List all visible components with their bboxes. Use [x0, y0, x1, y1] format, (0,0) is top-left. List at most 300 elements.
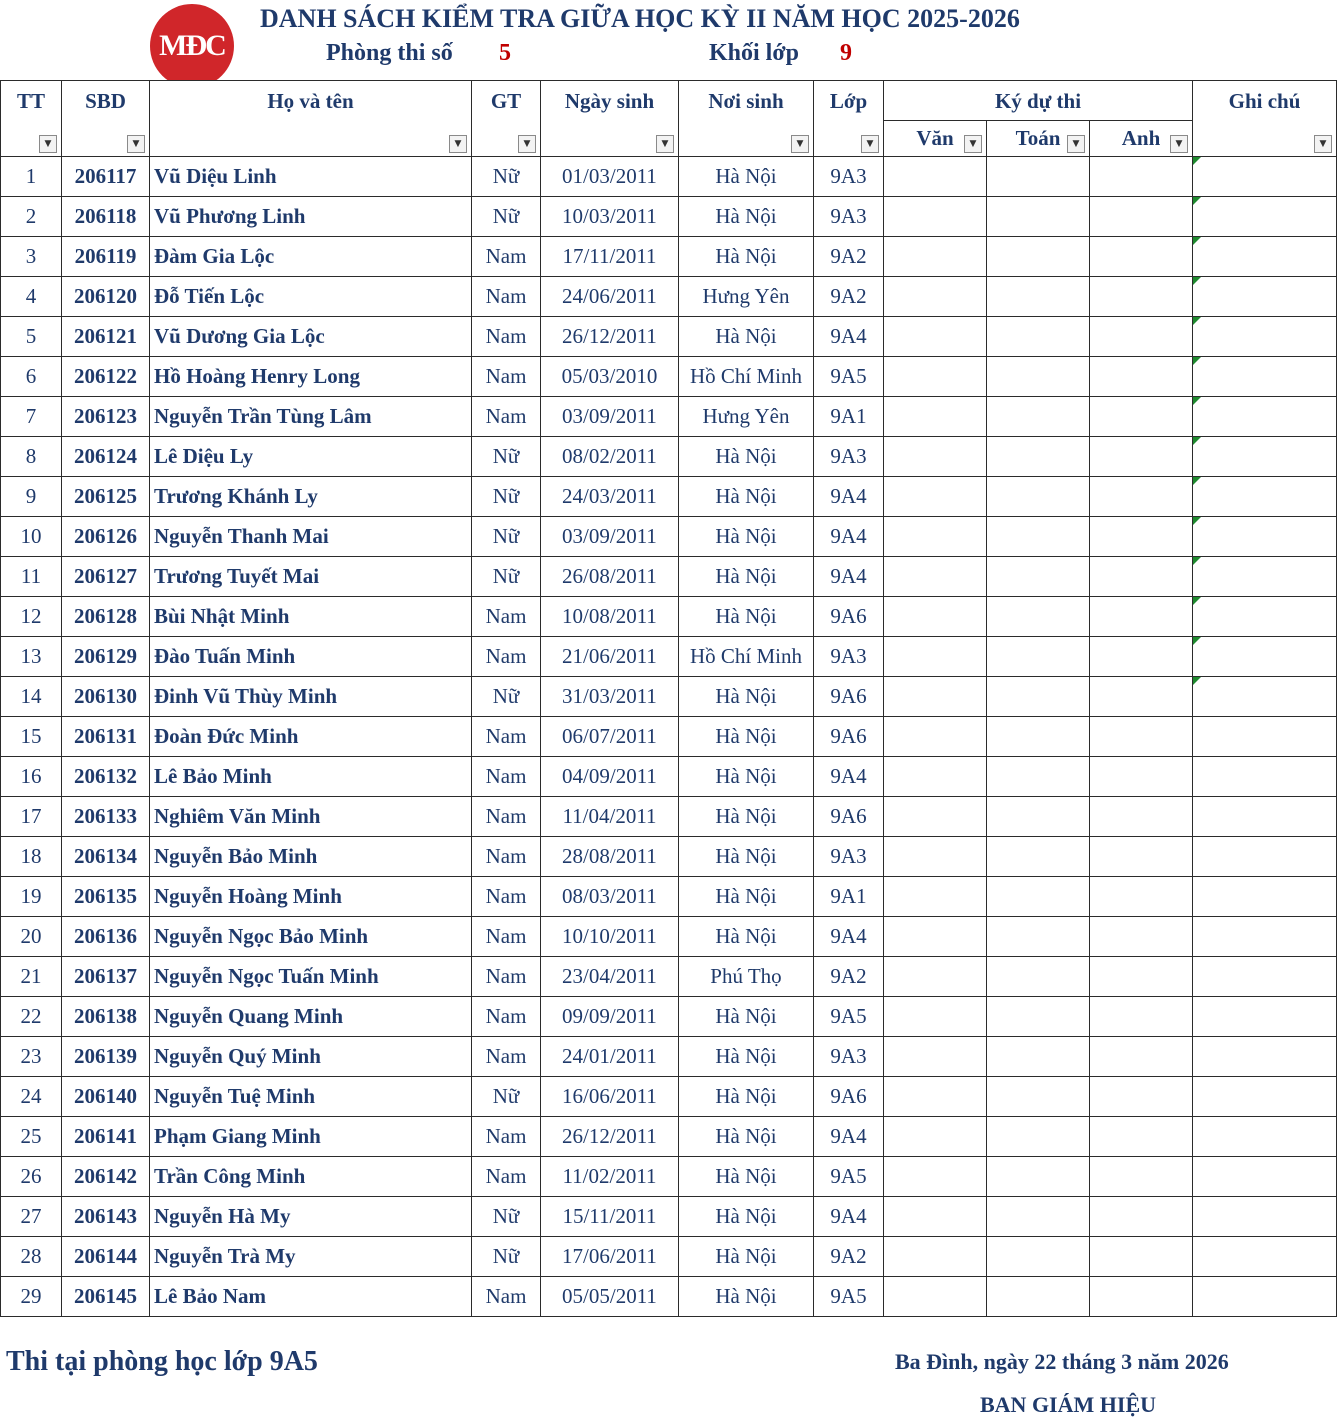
cell-birthplace[interactable]: Hà Nội — [679, 1077, 814, 1117]
cell-sign-toan[interactable] — [987, 557, 1090, 597]
cell-gender[interactable]: Nữ — [472, 1197, 541, 1237]
cell-class[interactable]: 9A4 — [814, 1117, 884, 1157]
cell-sign-toan[interactable] — [987, 597, 1090, 637]
cell-gender[interactable]: Nam — [472, 637, 541, 677]
cell-class[interactable]: 9A5 — [814, 357, 884, 397]
cell-name[interactable]: Lê Bảo Nam — [150, 1277, 472, 1317]
cell-note[interactable] — [1193, 997, 1337, 1037]
cell-sign-anh[interactable] — [1090, 1197, 1193, 1237]
dropdown-arrow-icon[interactable]: ▼ — [518, 135, 536, 153]
cell-sbd[interactable]: 206131 — [62, 717, 150, 757]
cell-sbd[interactable]: 206129 — [62, 637, 150, 677]
cell-tt[interactable]: 7 — [1, 397, 62, 437]
cell-class[interactable]: 9A4 — [814, 757, 884, 797]
cell-tt[interactable]: 14 — [1, 677, 62, 717]
cell-class[interactable]: 9A4 — [814, 1197, 884, 1237]
cell-birthplace[interactable]: Hà Nội — [679, 437, 814, 477]
cell-tt[interactable]: 10 — [1, 517, 62, 557]
cell-sbd[interactable]: 206127 — [62, 557, 150, 597]
cell-name[interactable]: Lê Diệu Ly — [150, 437, 472, 477]
cell-gender[interactable]: Nam — [472, 1037, 541, 1077]
cell-tt[interactable]: 23 — [1, 1037, 62, 1077]
cell-sign-anh[interactable] — [1090, 1237, 1193, 1277]
cell-gender[interactable]: Nữ — [472, 157, 541, 197]
cell-name[interactable]: Trương Khánh Ly — [150, 477, 472, 517]
cell-sign-van[interactable] — [884, 877, 987, 917]
cell-class[interactable]: 9A4 — [814, 557, 884, 597]
header-dob[interactable]: Ngày sinh ▼ — [541, 81, 679, 157]
cell-name[interactable]: Nguyễn Ngọc Bảo Minh — [150, 917, 472, 957]
cell-dob[interactable]: 16/06/2011 — [541, 1077, 679, 1117]
cell-sign-anh[interactable] — [1090, 917, 1193, 957]
cell-sign-toan[interactable] — [987, 437, 1090, 477]
header-anh[interactable]: Anh ▼ — [1090, 121, 1193, 157]
cell-name[interactable]: Nguyễn Quý Minh — [150, 1037, 472, 1077]
cell-gender[interactable]: Nữ — [472, 517, 541, 557]
cell-birthplace[interactable]: Hồ Chí Minh — [679, 357, 814, 397]
cell-note[interactable] — [1193, 1237, 1337, 1277]
cell-class[interactable]: 9A3 — [814, 437, 884, 477]
cell-class[interactable]: 9A6 — [814, 797, 884, 837]
cell-name[interactable]: Nguyễn Hoàng Minh — [150, 877, 472, 917]
cell-name[interactable]: Trần Công Minh — [150, 1157, 472, 1197]
cell-class[interactable]: 9A4 — [814, 917, 884, 957]
cell-sign-anh[interactable] — [1090, 1077, 1193, 1117]
cell-tt[interactable]: 29 — [1, 1277, 62, 1317]
cell-dob[interactable]: 08/03/2011 — [541, 877, 679, 917]
cell-dob[interactable]: 03/09/2011 — [541, 397, 679, 437]
cell-birthplace[interactable]: Hà Nội — [679, 477, 814, 517]
cell-note[interactable] — [1193, 397, 1337, 437]
cell-sign-toan[interactable] — [987, 997, 1090, 1037]
cell-sign-anh[interactable] — [1090, 997, 1193, 1037]
cell-sign-toan[interactable] — [987, 1117, 1090, 1157]
cell-tt[interactable]: 13 — [1, 637, 62, 677]
cell-sign-toan[interactable] — [987, 757, 1090, 797]
cell-class[interactable]: 9A5 — [814, 1157, 884, 1197]
cell-note[interactable] — [1193, 757, 1337, 797]
cell-sign-anh[interactable] — [1090, 757, 1193, 797]
cell-name[interactable]: Nguyễn Ngọc Tuấn Minh — [150, 957, 472, 997]
cell-birthplace[interactable]: Hà Nội — [679, 237, 814, 277]
cell-sign-anh[interactable] — [1090, 1277, 1193, 1317]
cell-sign-van[interactable] — [884, 237, 987, 277]
cell-class[interactable]: 9A3 — [814, 1037, 884, 1077]
cell-sign-toan[interactable] — [987, 1277, 1090, 1317]
cell-class[interactable]: 9A3 — [814, 157, 884, 197]
header-birthplace[interactable]: Nơi sinh ▼ — [679, 81, 814, 157]
cell-note[interactable] — [1193, 357, 1337, 397]
cell-class[interactable]: 9A5 — [814, 997, 884, 1037]
dropdown-arrow-icon[interactable]: ▼ — [964, 135, 982, 153]
cell-sign-toan[interactable] — [987, 1077, 1090, 1117]
cell-class[interactable]: 9A6 — [814, 677, 884, 717]
cell-tt[interactable]: 9 — [1, 477, 62, 517]
cell-note[interactable] — [1193, 477, 1337, 517]
cell-sbd[interactable]: 206124 — [62, 437, 150, 477]
cell-sbd[interactable]: 206118 — [62, 197, 150, 237]
cell-tt[interactable]: 16 — [1, 757, 62, 797]
cell-dob[interactable]: 26/12/2011 — [541, 317, 679, 357]
cell-birthplace[interactable]: Hà Nội — [679, 757, 814, 797]
cell-sign-anh[interactable] — [1090, 157, 1193, 197]
cell-sign-van[interactable] — [884, 477, 987, 517]
dropdown-arrow-icon[interactable]: ▼ — [656, 135, 674, 153]
cell-sign-anh[interactable] — [1090, 1117, 1193, 1157]
cell-birthplace[interactable]: Hưng Yên — [679, 397, 814, 437]
cell-dob[interactable]: 10/10/2011 — [541, 917, 679, 957]
cell-sign-van[interactable] — [884, 397, 987, 437]
cell-sbd[interactable]: 206140 — [62, 1077, 150, 1117]
dropdown-arrow-icon[interactable]: ▼ — [1170, 135, 1188, 153]
cell-birthplace[interactable]: Hà Nội — [679, 797, 814, 837]
cell-sign-van[interactable] — [884, 1117, 987, 1157]
cell-sbd[interactable]: 206134 — [62, 837, 150, 877]
cell-sign-toan[interactable] — [987, 517, 1090, 557]
header-toan[interactable]: Toán ▼ — [987, 121, 1090, 157]
cell-sbd[interactable]: 206130 — [62, 677, 150, 717]
cell-note[interactable] — [1193, 837, 1337, 877]
cell-sbd[interactable]: 206117 — [62, 157, 150, 197]
header-tt[interactable]: TT ▼ — [1, 81, 62, 157]
cell-dob[interactable]: 01/03/2011 — [541, 157, 679, 197]
cell-sign-toan[interactable] — [987, 477, 1090, 517]
cell-note[interactable] — [1193, 1077, 1337, 1117]
cell-sign-van[interactable] — [884, 1277, 987, 1317]
cell-sign-van[interactable] — [884, 637, 987, 677]
cell-note[interactable] — [1193, 677, 1337, 717]
cell-sbd[interactable]: 206125 — [62, 477, 150, 517]
cell-class[interactable]: 9A3 — [814, 197, 884, 237]
cell-gender[interactable]: Nam — [472, 1157, 541, 1197]
cell-sbd[interactable]: 206145 — [62, 1277, 150, 1317]
cell-sign-van[interactable] — [884, 1197, 987, 1237]
cell-birthplace[interactable]: Hà Nội — [679, 557, 814, 597]
cell-sign-anh[interactable] — [1090, 317, 1193, 357]
cell-sign-anh[interactable] — [1090, 477, 1193, 517]
cell-name[interactable]: Nguyễn Hà My — [150, 1197, 472, 1237]
cell-tt[interactable]: 22 — [1, 997, 62, 1037]
cell-sign-toan[interactable] — [987, 357, 1090, 397]
cell-sign-van[interactable] — [884, 997, 987, 1037]
cell-sign-toan[interactable] — [987, 957, 1090, 997]
cell-sign-anh[interactable] — [1090, 677, 1193, 717]
cell-gender[interactable]: Nam — [472, 597, 541, 637]
cell-note[interactable] — [1193, 877, 1337, 917]
cell-gender[interactable]: Nữ — [472, 1077, 541, 1117]
cell-dob[interactable]: 11/02/2011 — [541, 1157, 679, 1197]
cell-note[interactable] — [1193, 197, 1337, 237]
cell-tt[interactable]: 20 — [1, 917, 62, 957]
cell-sign-anh[interactable] — [1090, 1157, 1193, 1197]
cell-note[interactable] — [1193, 237, 1337, 277]
cell-name[interactable]: Đỗ Tiến Lộc — [150, 277, 472, 317]
cell-birthplace[interactable]: Hồ Chí Minh — [679, 637, 814, 677]
cell-dob[interactable]: 24/01/2011 — [541, 1037, 679, 1077]
cell-dob[interactable]: 23/04/2011 — [541, 957, 679, 997]
cell-class[interactable]: 9A6 — [814, 597, 884, 637]
cell-name[interactable]: Vũ Dương Gia Lộc — [150, 317, 472, 357]
cell-sign-anh[interactable] — [1090, 877, 1193, 917]
cell-class[interactable]: 9A2 — [814, 277, 884, 317]
cell-sign-toan[interactable] — [987, 717, 1090, 757]
cell-gender[interactable]: Nam — [472, 997, 541, 1037]
cell-birthplace[interactable]: Hà Nội — [679, 1277, 814, 1317]
cell-birthplace[interactable]: Hà Nội — [679, 1117, 814, 1157]
cell-birthplace[interactable]: Hà Nội — [679, 717, 814, 757]
cell-gender[interactable]: Nữ — [472, 677, 541, 717]
cell-sign-toan[interactable] — [987, 837, 1090, 877]
cell-name[interactable]: Đoàn Đức Minh — [150, 717, 472, 757]
cell-sign-van[interactable] — [884, 1077, 987, 1117]
cell-sign-van[interactable] — [884, 797, 987, 837]
cell-note[interactable] — [1193, 1037, 1337, 1077]
cell-birthplace[interactable]: Hưng Yên — [679, 277, 814, 317]
cell-sbd[interactable]: 206135 — [62, 877, 150, 917]
cell-sign-anh[interactable] — [1090, 397, 1193, 437]
cell-class[interactable]: 9A6 — [814, 1077, 884, 1117]
cell-tt[interactable]: 6 — [1, 357, 62, 397]
cell-sign-anh[interactable] — [1090, 797, 1193, 837]
cell-sign-toan[interactable] — [987, 277, 1090, 317]
cell-dob[interactable]: 21/06/2011 — [541, 637, 679, 677]
cell-class[interactable]: 9A4 — [814, 477, 884, 517]
cell-class[interactable]: 9A5 — [814, 1277, 884, 1317]
cell-sbd[interactable]: 206120 — [62, 277, 150, 317]
cell-tt[interactable]: 19 — [1, 877, 62, 917]
cell-gender[interactable]: Nam — [472, 957, 541, 997]
cell-class[interactable]: 9A2 — [814, 957, 884, 997]
cell-sign-toan[interactable] — [987, 157, 1090, 197]
cell-sign-van[interactable] — [884, 677, 987, 717]
cell-tt[interactable]: 17 — [1, 797, 62, 837]
cell-birthplace[interactable]: Hà Nội — [679, 317, 814, 357]
cell-tt[interactable]: 4 — [1, 277, 62, 317]
cell-name[interactable]: Hồ Hoàng Henry Long — [150, 357, 472, 397]
dropdown-arrow-icon[interactable]: ▼ — [791, 135, 809, 153]
cell-sign-van[interactable] — [884, 1157, 987, 1197]
cell-tt[interactable]: 21 — [1, 957, 62, 997]
cell-note[interactable] — [1193, 917, 1337, 957]
cell-sign-anh[interactable] — [1090, 237, 1193, 277]
cell-sign-van[interactable] — [884, 957, 987, 997]
cell-gender[interactable]: Nam — [472, 237, 541, 277]
cell-dob[interactable]: 05/05/2011 — [541, 1277, 679, 1317]
cell-birthplace[interactable]: Hà Nội — [679, 877, 814, 917]
cell-note[interactable] — [1193, 717, 1337, 757]
cell-sign-toan[interactable] — [987, 197, 1090, 237]
cell-name[interactable]: Nghiêm Văn Minh — [150, 797, 472, 837]
header-name[interactable]: Họ và tên ▼ — [150, 81, 472, 157]
cell-tt[interactable]: 26 — [1, 1157, 62, 1197]
cell-sign-toan[interactable] — [987, 237, 1090, 277]
dropdown-arrow-icon[interactable]: ▼ — [1314, 135, 1332, 153]
cell-name[interactable]: Nguyễn Tuệ Minh — [150, 1077, 472, 1117]
cell-sign-van[interactable] — [884, 837, 987, 877]
dropdown-arrow-icon[interactable]: ▼ — [861, 135, 879, 153]
cell-tt[interactable]: 1 — [1, 157, 62, 197]
cell-sbd[interactable]: 206132 — [62, 757, 150, 797]
cell-birthplace[interactable]: Hà Nội — [679, 1197, 814, 1237]
cell-sbd[interactable]: 206143 — [62, 1197, 150, 1237]
cell-gender[interactable]: Nữ — [472, 477, 541, 517]
cell-sbd[interactable]: 206141 — [62, 1117, 150, 1157]
dropdown-arrow-icon[interactable]: ▼ — [127, 135, 145, 153]
cell-sign-van[interactable] — [884, 917, 987, 957]
cell-name[interactable]: Nguyễn Quang Minh — [150, 997, 472, 1037]
cell-class[interactable]: 9A6 — [814, 717, 884, 757]
cell-sign-toan[interactable] — [987, 1197, 1090, 1237]
cell-tt[interactable]: 11 — [1, 557, 62, 597]
cell-sbd[interactable]: 206119 — [62, 237, 150, 277]
cell-sign-anh[interactable] — [1090, 437, 1193, 477]
cell-birthplace[interactable]: Hà Nội — [679, 597, 814, 637]
cell-gender[interactable]: Nữ — [472, 197, 541, 237]
cell-gender[interactable]: Nam — [472, 717, 541, 757]
cell-note[interactable] — [1193, 557, 1337, 597]
cell-dob[interactable]: 06/07/2011 — [541, 717, 679, 757]
cell-birthplace[interactable]: Hà Nội — [679, 1037, 814, 1077]
cell-dob[interactable]: 24/06/2011 — [541, 277, 679, 317]
cell-gender[interactable]: Nữ — [472, 557, 541, 597]
cell-tt[interactable]: 5 — [1, 317, 62, 357]
cell-birthplace[interactable]: Hà Nội — [679, 197, 814, 237]
cell-note[interactable] — [1193, 797, 1337, 837]
header-van[interactable]: Văn ▼ — [884, 121, 987, 157]
cell-sbd[interactable]: 206122 — [62, 357, 150, 397]
cell-gender[interactable]: Nam — [472, 1277, 541, 1317]
cell-class[interactable]: 9A3 — [814, 637, 884, 677]
cell-note[interactable] — [1193, 637, 1337, 677]
cell-gender[interactable]: Nữ — [472, 1237, 541, 1277]
cell-class[interactable]: 9A2 — [814, 237, 884, 277]
cell-birthplace[interactable]: Hà Nội — [679, 837, 814, 877]
cell-name[interactable]: Nguyễn Thanh Mai — [150, 517, 472, 557]
cell-dob[interactable]: 15/11/2011 — [541, 1197, 679, 1237]
cell-name[interactable]: Đào Tuấn Minh — [150, 637, 472, 677]
cell-name[interactable]: Vũ Phương Linh — [150, 197, 472, 237]
dropdown-arrow-icon[interactable]: ▼ — [39, 135, 57, 153]
header-gender[interactable]: GT ▼ — [472, 81, 541, 157]
cell-birthplace[interactable]: Hà Nội — [679, 517, 814, 557]
cell-sign-anh[interactable] — [1090, 557, 1193, 597]
cell-name[interactable]: Nguyễn Trần Tùng Lâm — [150, 397, 472, 437]
cell-name[interactable]: Lê Bảo Minh — [150, 757, 472, 797]
cell-name[interactable]: Nguyễn Bảo Minh — [150, 837, 472, 877]
cell-birthplace[interactable]: Hà Nội — [679, 157, 814, 197]
cell-sign-van[interactable] — [884, 1237, 987, 1277]
cell-sign-van[interactable] — [884, 557, 987, 597]
cell-sign-anh[interactable] — [1090, 277, 1193, 317]
cell-sign-van[interactable] — [884, 437, 987, 477]
cell-birthplace[interactable]: Phú Thọ — [679, 957, 814, 997]
cell-sbd[interactable]: 206121 — [62, 317, 150, 357]
cell-sign-anh[interactable] — [1090, 717, 1193, 757]
cell-sign-anh[interactable] — [1090, 1037, 1193, 1077]
cell-sign-toan[interactable] — [987, 1037, 1090, 1077]
cell-class[interactable]: 9A3 — [814, 837, 884, 877]
cell-sign-toan[interactable] — [987, 797, 1090, 837]
cell-tt[interactable]: 2 — [1, 197, 62, 237]
cell-gender[interactable]: Nữ — [472, 437, 541, 477]
cell-sbd[interactable]: 206144 — [62, 1237, 150, 1277]
cell-name[interactable]: Phạm Giang Minh — [150, 1117, 472, 1157]
cell-sign-anh[interactable] — [1090, 357, 1193, 397]
cell-sign-van[interactable] — [884, 597, 987, 637]
cell-birthplace[interactable]: Hà Nội — [679, 1157, 814, 1197]
cell-sign-van[interactable] — [884, 357, 987, 397]
cell-sign-van[interactable] — [884, 757, 987, 797]
cell-dob[interactable]: 09/09/2011 — [541, 997, 679, 1037]
cell-gender[interactable]: Nam — [472, 797, 541, 837]
cell-sbd[interactable]: 206123 — [62, 397, 150, 437]
cell-sign-anh[interactable] — [1090, 957, 1193, 997]
cell-tt[interactable]: 24 — [1, 1077, 62, 1117]
cell-note[interactable] — [1193, 1157, 1337, 1197]
cell-sign-anh[interactable] — [1090, 637, 1193, 677]
cell-tt[interactable]: 15 — [1, 717, 62, 757]
cell-sign-anh[interactable] — [1090, 197, 1193, 237]
cell-sign-toan[interactable] — [987, 317, 1090, 357]
cell-dob[interactable]: 10/03/2011 — [541, 197, 679, 237]
cell-note[interactable] — [1193, 317, 1337, 357]
cell-sign-toan[interactable] — [987, 397, 1090, 437]
cell-note[interactable] — [1193, 277, 1337, 317]
cell-note[interactable] — [1193, 597, 1337, 637]
cell-sbd[interactable]: 206137 — [62, 957, 150, 997]
cell-class[interactable]: 9A2 — [814, 1237, 884, 1277]
cell-sign-toan[interactable] — [987, 637, 1090, 677]
dropdown-arrow-icon[interactable]: ▼ — [1067, 135, 1085, 153]
cell-tt[interactable]: 25 — [1, 1117, 62, 1157]
cell-dob[interactable]: 24/03/2011 — [541, 477, 679, 517]
cell-sign-van[interactable] — [884, 157, 987, 197]
cell-sign-van[interactable] — [884, 1037, 987, 1077]
cell-note[interactable] — [1193, 1117, 1337, 1157]
cell-sbd[interactable]: 206142 — [62, 1157, 150, 1197]
cell-name[interactable]: Nguyễn Trà My — [150, 1237, 472, 1277]
cell-dob[interactable]: 17/06/2011 — [541, 1237, 679, 1277]
cell-sbd[interactable]: 206138 — [62, 997, 150, 1037]
cell-sign-anh[interactable] — [1090, 597, 1193, 637]
cell-dob[interactable]: 28/08/2011 — [541, 837, 679, 877]
cell-dob[interactable]: 05/03/2010 — [541, 357, 679, 397]
cell-dob[interactable]: 08/02/2011 — [541, 437, 679, 477]
cell-sbd[interactable]: 206136 — [62, 917, 150, 957]
cell-dob[interactable]: 31/03/2011 — [541, 677, 679, 717]
cell-dob[interactable]: 11/04/2011 — [541, 797, 679, 837]
cell-sbd[interactable]: 206133 — [62, 797, 150, 837]
cell-note[interactable] — [1193, 1197, 1337, 1237]
cell-tt[interactable]: 8 — [1, 437, 62, 477]
header-note[interactable]: Ghi chú ▼ — [1193, 81, 1337, 157]
cell-gender[interactable]: Nam — [472, 317, 541, 357]
cell-name[interactable]: Đinh Vũ Thùy Minh — [150, 677, 472, 717]
cell-tt[interactable]: 18 — [1, 837, 62, 877]
header-class[interactable]: Lớp ▼ — [814, 81, 884, 157]
cell-gender[interactable]: Nam — [472, 877, 541, 917]
cell-sign-anh[interactable] — [1090, 517, 1193, 557]
cell-birthplace[interactable]: Hà Nội — [679, 917, 814, 957]
cell-gender[interactable]: Nam — [472, 917, 541, 957]
cell-sign-van[interactable] — [884, 517, 987, 557]
cell-sign-van[interactable] — [884, 197, 987, 237]
cell-gender[interactable]: Nam — [472, 757, 541, 797]
cell-birthplace[interactable]: Hà Nội — [679, 677, 814, 717]
cell-note[interactable] — [1193, 957, 1337, 997]
cell-note[interactable] — [1193, 517, 1337, 557]
cell-gender[interactable]: Nam — [472, 357, 541, 397]
